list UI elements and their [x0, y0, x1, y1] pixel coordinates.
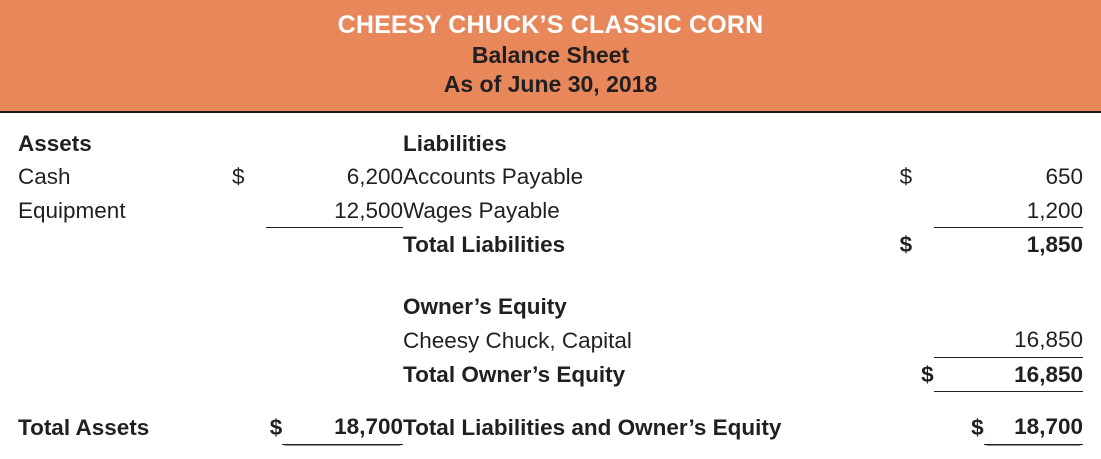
total-equity-label: Total Owner’s Equity — [403, 362, 626, 388]
total-liabilities-equity-table — [403, 410, 1083, 445]
table-row — [18, 194, 403, 228]
assets-row-amount: 12,500 — [266, 194, 403, 228]
liabilities-row-amount: 1,200 — [934, 194, 1083, 228]
liabilities-row-currency: $ — [899, 164, 913, 190]
liabilities-row-currency — [900, 194, 934, 228]
equity-heading-row — [403, 290, 1083, 324]
assets-table — [18, 127, 403, 229]
total-assets-block — [18, 410, 403, 445]
statement-date: As of June 30, 2018 — [443, 71, 658, 97]
equity-total-row — [403, 357, 1083, 392]
liabilities-heading: Liabilities — [403, 130, 507, 156]
total-liabilities-currency: $ — [899, 232, 913, 258]
liabilities-row-amount: 650 — [1045, 164, 1083, 190]
assets-section — [18, 127, 403, 229]
total-liabilities-label: Total Liabilities — [403, 232, 566, 258]
equity-row-currency — [900, 323, 934, 357]
statement-title: Balance Sheet — [471, 42, 630, 69]
statement-columns — [18, 127, 1083, 393]
grand-total-amount: 18,700 — [984, 410, 1083, 444]
table-row — [403, 194, 1083, 228]
equity-row-amount: 16,850 — [934, 323, 1083, 357]
table-row — [403, 323, 1083, 357]
assets-row-label: Equipment — [18, 198, 126, 224]
table-row — [403, 160, 1083, 194]
liabilities-row-label: Wages Payable — [403, 198, 560, 224]
grand-totals-row — [18, 410, 1083, 445]
liabilities-equity-section — [403, 127, 1083, 393]
assets-heading: Assets — [18, 130, 92, 156]
section-spacer — [403, 262, 1083, 290]
total-assets-table — [18, 410, 403, 445]
liabilities-row-label: Accounts Payable — [403, 164, 584, 190]
total-liabilities-equity-block — [403, 410, 1083, 445]
assets-heading-row — [18, 127, 403, 161]
grand-total-currency: $ — [971, 414, 984, 440]
liabilities-heading-row — [403, 127, 1083, 161]
total-equity-amount: 16,850 — [934, 357, 1083, 392]
total-assets-currency: $ — [269, 414, 283, 440]
assets-row-currency — [232, 194, 266, 228]
document-body — [0, 113, 1101, 445]
table-row — [18, 160, 403, 194]
grand-total-label: Total Liabilities and Owner’s Equity — [403, 414, 782, 440]
table-row — [403, 410, 1083, 444]
total-assets-label: Total Assets — [18, 414, 150, 440]
assets-row-currency: $ — [232, 164, 245, 190]
table-row — [18, 410, 403, 444]
owners-equity-heading: Owner’s Equity — [403, 293, 567, 319]
assets-row-label: Cash — [18, 164, 71, 190]
assets-row-amount: 6,200 — [346, 164, 403, 190]
equity-row-label: Cheesy Chuck, Capital — [403, 327, 632, 353]
liabilities-total-row — [403, 228, 1083, 262]
document-header — [0, 0, 1101, 113]
total-assets-amount: 18,700 — [282, 410, 403, 444]
liabilities-table — [403, 127, 1083, 393]
total-equity-currency: $ — [921, 362, 934, 388]
total-liabilities-amount: 1,850 — [1026, 232, 1083, 258]
company-name: CHEESY CHUCK’S CLASSIC CORN — [337, 11, 764, 39]
